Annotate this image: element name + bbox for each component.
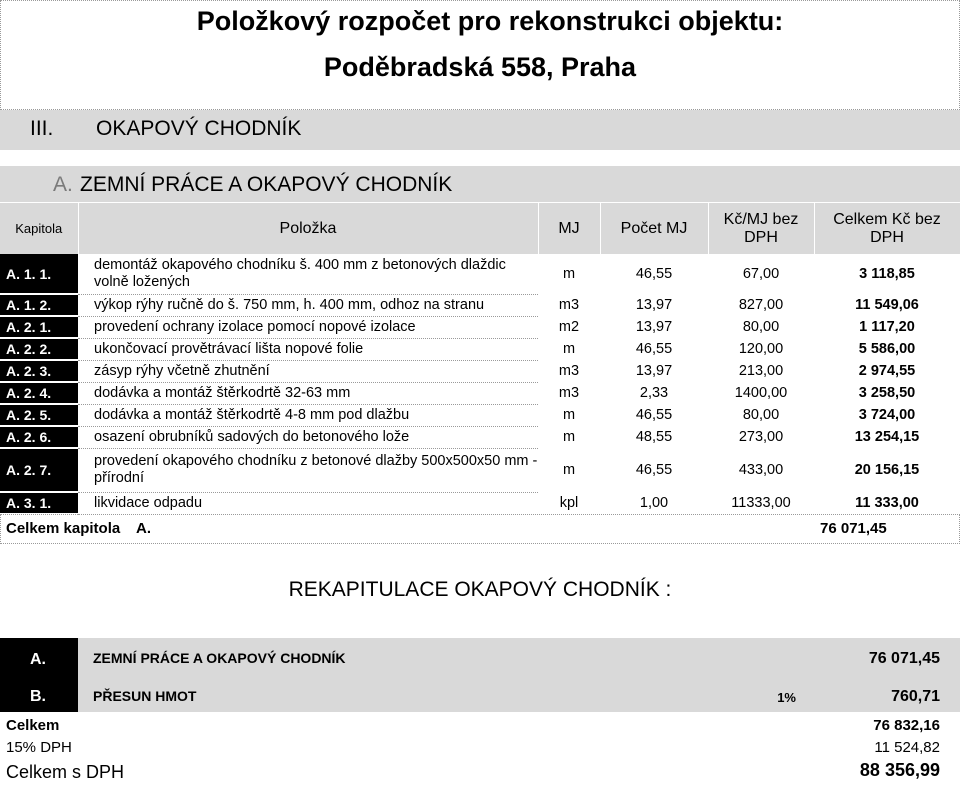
dph-value: 11 524,82	[874, 739, 940, 756]
row-total: 11 549,06	[855, 297, 919, 313]
recap-item-a-value: 76 071,45	[868, 650, 940, 667]
col-kapitola: Kapitola	[0, 203, 78, 254]
celkem-s-dph-value: 88 356,99	[859, 760, 940, 780]
row-quantity: 46,55	[635, 407, 673, 423]
row-total: 3 118,85	[859, 266, 915, 282]
recap-item-b-value: 760,71	[891, 688, 940, 705]
chapter-total-value: 76 071,45	[820, 520, 887, 537]
row-unit: m	[562, 429, 576, 445]
row-code: A. 2. 3.	[0, 360, 78, 382]
row-unit: m2	[558, 319, 580, 335]
row-unit-price: 213,00	[738, 363, 784, 379]
row-unit-price: 827,00	[738, 297, 784, 313]
row-unit-price: 80,00	[742, 319, 780, 335]
row-quantity: 1,00	[639, 495, 669, 511]
row-unit-price: 1400,00	[734, 385, 788, 401]
row-total: 20 156,15	[854, 462, 920, 478]
table-row	[0, 382, 960, 404]
table-header-row	[0, 203, 960, 254]
row-code: A. 2. 7.	[0, 448, 78, 492]
row-description: zásyp rýhy včetně zhutnění	[78, 360, 538, 382]
col-celkem: Celkem Kč bez DPH	[814, 203, 960, 254]
table-row	[0, 294, 960, 316]
row-quantity: 13,97	[635, 297, 673, 313]
table-row	[0, 404, 960, 426]
col-polozka: Položka	[78, 203, 538, 254]
row-unit: kpl	[559, 495, 579, 511]
row-total: 2 974,55	[858, 363, 916, 379]
row-unit: m3	[558, 385, 580, 401]
row-unit-price: 67,00	[742, 266, 780, 282]
row-unit-price: 11333,00	[731, 495, 791, 511]
row-unit: m3	[558, 363, 580, 379]
row-quantity: 13,97	[635, 363, 673, 379]
col-kc-mj	[708, 203, 814, 254]
table-row	[0, 316, 960, 338]
celkem-label: Celkem	[6, 717, 60, 734]
row-code: A. 2. 6.	[0, 426, 78, 448]
recap-item-b-percent: 1%	[777, 690, 796, 705]
section-name: OKAPOVÝ CHODNÍK	[96, 117, 302, 140]
row-code: A. 2. 1.	[0, 316, 78, 338]
chapter-total-label: Celkem kapitola	[6, 520, 121, 537]
celkem-s-dph-label: Celkem s DPH	[6, 762, 125, 782]
col-mj: MJ	[538, 203, 600, 254]
page-title: Položkový rozpočet pro rekonstrukci objektu:	[196, 6, 784, 36]
row-code: A. 2. 5.	[0, 404, 78, 426]
recap-item-b-code: B.	[0, 682, 78, 712]
row-quantity: 46,55	[635, 266, 673, 282]
col-kc-mj-line1: Kč/MJ bez	[723, 210, 799, 228]
row-description: výkop rýhy ručně do š. 750 mm, h. 400 mm, odhoz na stranu	[78, 294, 538, 316]
subsection-name: ZEMNÍ PRÁCE A OKAPOVÝ CHODNÍK	[80, 173, 453, 196]
recap-item-b-name: PŘESUN HMOT	[93, 688, 197, 704]
row-unit: m	[562, 266, 576, 282]
row-unit: m	[562, 407, 576, 423]
row-description: osazení obrubníků sadových do betonového lože	[78, 426, 538, 448]
row-unit-price: 273,00	[738, 429, 784, 445]
budget-table	[0, 203, 960, 515]
row-code: A. 2. 2.	[0, 338, 78, 360]
table-row	[0, 254, 960, 294]
row-code: A. 1. 2.	[0, 294, 78, 316]
recap-title: REKAPITULACE OKAPOVÝ CHODNÍK :	[288, 578, 672, 601]
row-unit-price: 433,00	[738, 462, 784, 478]
row-quantity: 13,97	[635, 319, 673, 335]
row-code: A. 3. 1.	[0, 492, 78, 514]
recap-item-a-code: A.	[0, 638, 78, 682]
row-total: 1 117,20	[859, 319, 915, 335]
row-description: dodávka a montáž štěrkodrtě 32-63 mm	[78, 382, 538, 404]
row-quantity: 2,33	[639, 385, 669, 401]
recap-item-a-name: ZEMNÍ PRÁCE A OKAPOVÝ CHODNÍK	[93, 650, 346, 666]
col-pocet: Počet MJ	[600, 203, 708, 254]
row-description: likvidace odpadu	[78, 492, 538, 514]
row-description: ukončovací provětrávací lišta nopové folie	[78, 338, 538, 360]
row-code: A. 1. 1.	[0, 254, 78, 294]
section-number: III.	[30, 117, 54, 140]
row-unit-price: 120,00	[738, 341, 784, 357]
table-row	[0, 426, 960, 448]
subsection-code: A.	[53, 173, 73, 196]
row-description: dodávka a montáž štěrkodrtě 4-8 mm pod dlažbu	[78, 404, 538, 426]
row-quantity: 46,55	[635, 462, 673, 478]
table-body	[0, 254, 960, 514]
table-row	[0, 360, 960, 382]
dph-label: 15% DPH	[6, 739, 72, 756]
row-total: 13 254,15	[854, 429, 920, 445]
row-quantity: 46,55	[635, 341, 673, 357]
row-code: A. 2. 4.	[0, 382, 78, 404]
table-row	[0, 492, 960, 514]
page-subtitle: Poděbradská 558, Praha	[323, 52, 637, 82]
celkem-value: 76 832,16	[873, 717, 940, 734]
row-unit: m3	[558, 297, 580, 313]
row-unit: m	[562, 462, 576, 478]
chapter-total-code: A.	[136, 520, 151, 537]
row-unit-price: 80,00	[742, 407, 780, 423]
table-row	[0, 338, 960, 360]
row-description: provedení ochrany izolace pomocí nopové izolace	[78, 316, 538, 338]
row-quantity: 48,55	[635, 429, 673, 445]
row-total: 11 333,00	[855, 495, 919, 511]
row-description: demontáž okapového chodníku š. 400 mm z betonových dlaždic volně ložených	[78, 254, 538, 294]
row-total: 3 724,00	[858, 407, 916, 423]
row-unit: m	[562, 341, 576, 357]
row-description: provedení okapového chodníku z betonové dlažby 500x500x50 mm - přírodní	[78, 448, 538, 492]
table-row	[0, 448, 960, 492]
col-kc-mj-line2: DPH	[744, 228, 778, 246]
row-total: 5 586,00	[858, 341, 916, 357]
row-total: 3 258,50	[858, 385, 916, 401]
